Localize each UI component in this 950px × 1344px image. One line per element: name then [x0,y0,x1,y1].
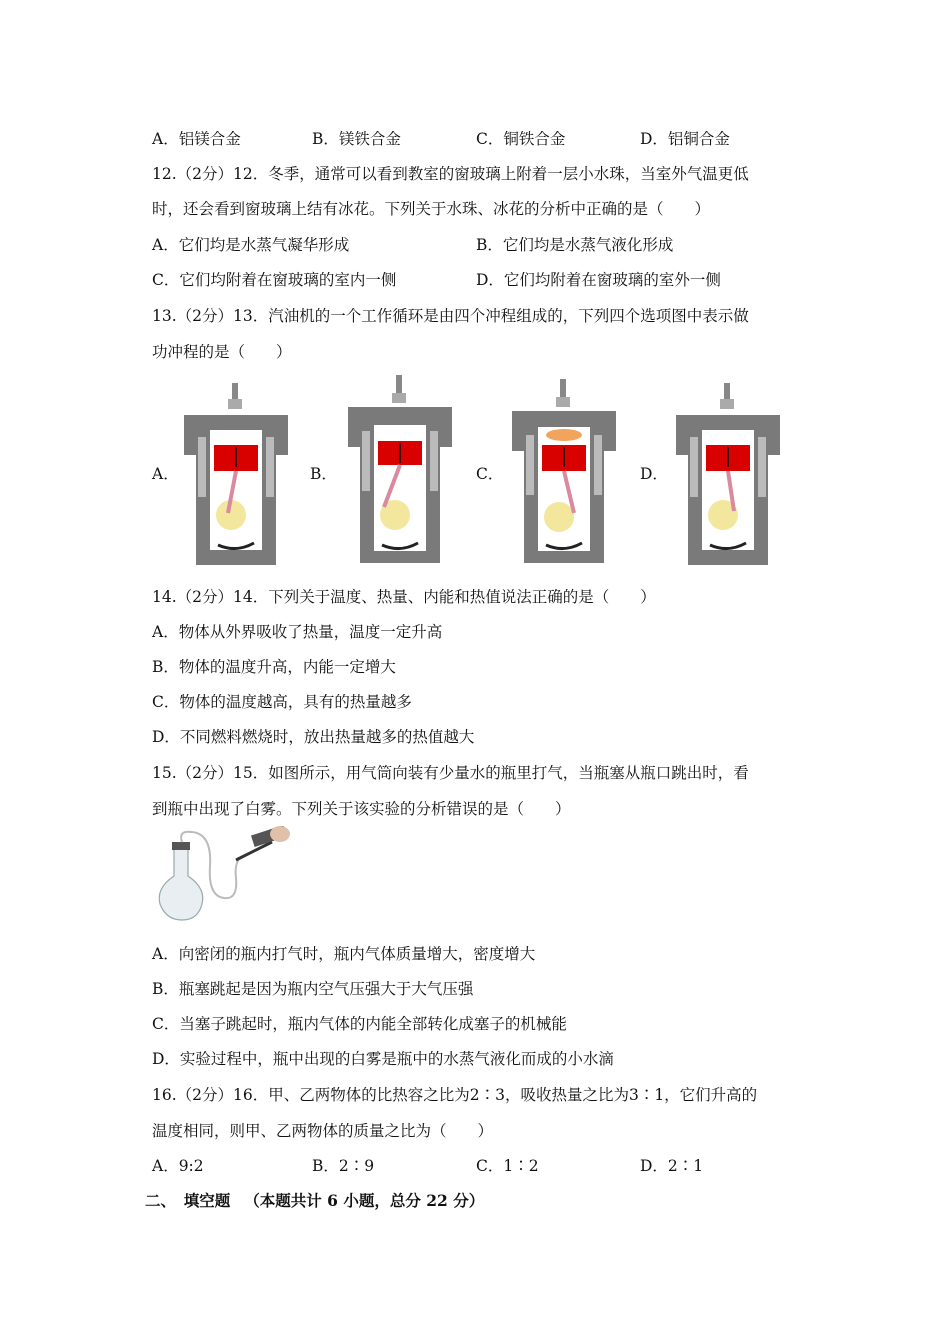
flask-pump-illustration [152,826,292,924]
q16-stem-line2: 温度相同，则甲、乙两物体的质量之比为（ ） [152,1122,494,1140]
engine-diagram-a [176,375,296,567]
q14-option-d: D．不同燃料燃烧时，放出热量越多的热值越大 [152,728,475,746]
q13-stem-line1: 13.（2分）13．汽油机的一个工作循环是由四个冲程组成的，下列四个选项图中表示做 [152,307,749,325]
q13-stem-line2: 功冲程的是（ ） [152,343,292,361]
section-title: 二、 填空题 [145,1191,231,1210]
q14-option-a: A．物体从外界吸收了热量，温度一定升高 [152,623,443,641]
q11-option-c: C．铜铁合金 [476,130,566,148]
q15-option-a: A．向密闭的瓶内打气时，瓶内气体质量增大，密度增大 [152,945,536,963]
engine-diagram-c [504,375,624,567]
q14-option-b: B．物体的温度升高，内能一定增大 [152,658,396,676]
q13-label-b: B． [310,465,337,483]
section-subtitle: （本题共计 6 小题，总分 22 分） [244,1191,485,1210]
q15-option-c: C．当塞子跳起时，瓶内气体的内能全部转化成塞子的机械能 [152,1015,567,1033]
q13-label-c: C． [476,465,504,483]
q16-option-b: B．2∶9 [312,1157,375,1175]
q16-option-c: C．1∶2 [476,1157,539,1175]
q15-stem-line1: 15.（2分）15．如图所示，用气筒向装有少量水的瓶里打气，当瓶塞从瓶口跳出时，看 [152,764,749,782]
q12-option-b: B．它们均是水蒸气液化形成 [476,236,674,254]
q16-stem-line1: 16.（2分）16．甲、乙两物体的比热容之比为2∶3，吸收热量之比为3∶1，它们升高的 [152,1086,758,1104]
q11-option-d: D．铝铜合金 [640,130,730,148]
q15-stem-line2: 到瓶中出现了白雾。下列关于该实验的分析错误的是（ ） [152,800,571,818]
engine-diagram-b [340,375,460,567]
q13-label-a: A． [152,465,179,483]
engine-diagram-d [668,375,788,567]
q14-option-c: C．物体的温度越高，具有的热量越多 [152,693,412,711]
q15-option-d: D．实验过程中，瓶中出现的白雾是瓶中的水蒸气液化而成的小水滴 [152,1050,614,1068]
q12-option-c: C．它们均附着在窗玻璃的室内一侧 [152,271,397,289]
q15-option-b: B．瓶塞跳起是因为瓶内空气压强大于大气压强 [152,980,474,998]
q11-option-a: A．铝镁合金 [152,130,241,148]
q12-stem-line1: 12.（2分）12．冬季，通常可以看到教室的窗玻璃上附着一层小水珠，当室外气温更低 [152,165,749,183]
q16-option-a: A．9:2 [152,1157,204,1175]
q12-option-d: D．它们均附着在窗玻璃的室外一侧 [476,271,721,289]
section-heading [145,1190,484,1212]
q16-option-d: D．2∶1 [640,1157,704,1175]
q12-option-a: A．它们均是水蒸气凝华形成 [152,236,350,254]
q12-stem-line2: 时，还会看到窗玻璃上结有冰花。下列关于水珠、冰花的分析中正确的是（ ） [152,200,711,218]
q14-stem-line1: 14.（2分）14．下列关于温度、热量、内能和热值说法正确的是（ ） [152,588,656,606]
q11-option-b: B．镁铁合金 [312,130,401,148]
q13-label-d: D． [640,465,668,483]
